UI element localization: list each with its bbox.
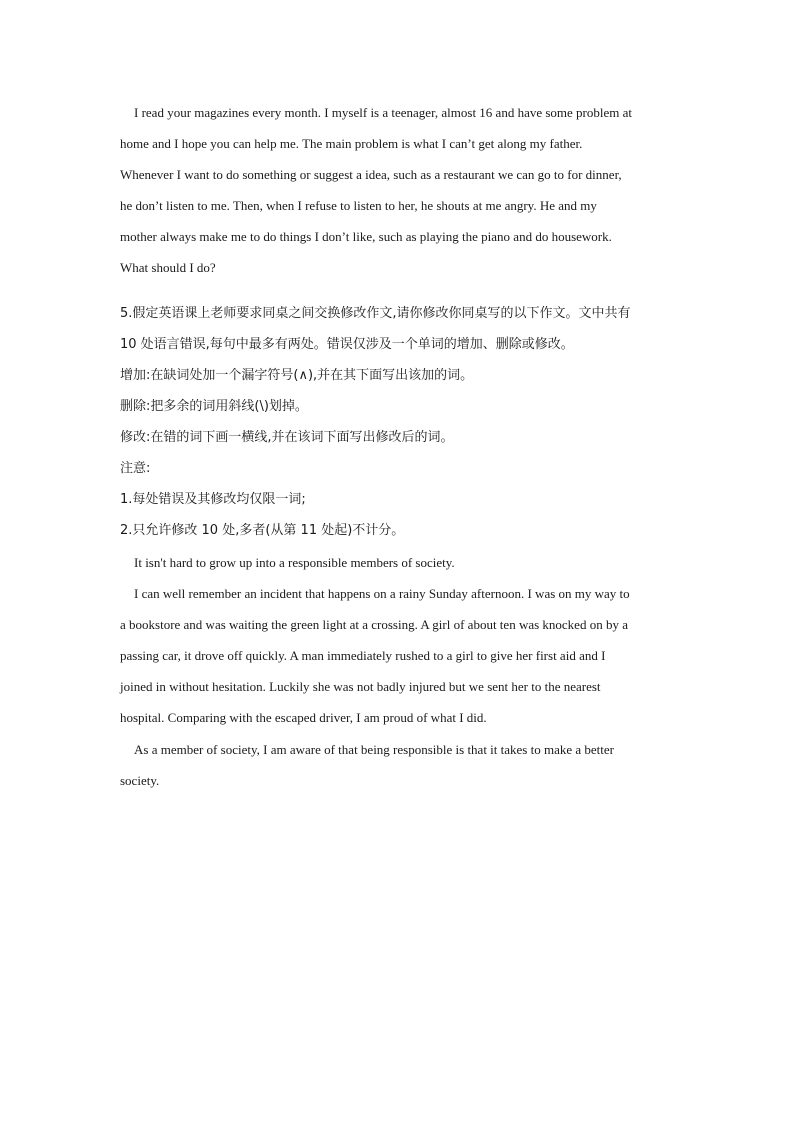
essay-paragraph-1	[120, 578, 680, 733]
essay-line: hospital. Comparing with the escaped driver, I am proud of what I did.	[120, 710, 487, 725]
essay-line: joined in without hesitation. Luckily she was not badly injured but we sent her to the nearest	[120, 679, 601, 694]
instruction-line: 修改:在错的词下画一横线,并在该词下面写出修改后的词。	[120, 430, 454, 445]
essay-line: I can well remember an incident that happens on a rainy Sunday afternoon. I was on my way to	[134, 586, 630, 601]
instruction-line: 1.每处错误及其修改均仅限一词;	[120, 492, 306, 507]
letter-line: mother always make me to do things I don’t like, such as playing the piano and do housework.	[120, 229, 612, 244]
letter-line: home and I hope you can help me. The main problem is what I can’t get along my father.	[120, 136, 583, 151]
essay-line: society.	[120, 773, 160, 788]
essay-line: passing car, it drove off quickly. A man immediately rushed to a girl to give her first aid and I	[120, 648, 606, 663]
essay-line: As a member of society, I am aware of that being responsible is that it takes to make a better	[134, 742, 614, 757]
letter-line: Whenever I want to do something or suggest a idea, such as a restaurant we can go to for dinner,	[120, 167, 622, 182]
essay-title-line: It isn't hard to grow up into a responsible members of society.	[134, 555, 455, 570]
letter-line: he don’t listen to me. Then, when I refuse to listen to her, he shouts at me angry. He and my	[120, 198, 597, 213]
instructions-block	[120, 298, 680, 546]
instruction-line: 5.假定英语课上老师要求同桌之间交换修改作文,请你修改你同桌写的以下作文。文中共有	[120, 306, 631, 321]
letter-line: What should I do?	[120, 260, 216, 275]
instruction-line: 删除:把多余的词用斜线(\)划掉。	[120, 399, 308, 414]
essay-line: a bookstore and was waiting the green light at a crossing. A girl of about ten was knocked on by a	[120, 617, 628, 632]
letter-line: I read your magazines every month. I myself is a teenager, almost 16 and have some problem at	[134, 105, 633, 120]
instruction-line: 增加:在缺词处加一个漏字符号(∧),并在其下面写出该加的词。	[120, 368, 474, 383]
instruction-line: 2.只允许修改 10 处,多者(从第 11 处起)不计分。	[120, 523, 405, 538]
essay-paragraph-2	[120, 734, 680, 796]
instruction-line: 10 处语言错误,每句中最多有两处。错误仅涉及一个单词的增加、删除或修改。	[120, 337, 574, 352]
essay-title	[120, 547, 680, 578]
letter-paragraph	[120, 97, 680, 283]
instruction-line: 注意:	[120, 461, 151, 476]
